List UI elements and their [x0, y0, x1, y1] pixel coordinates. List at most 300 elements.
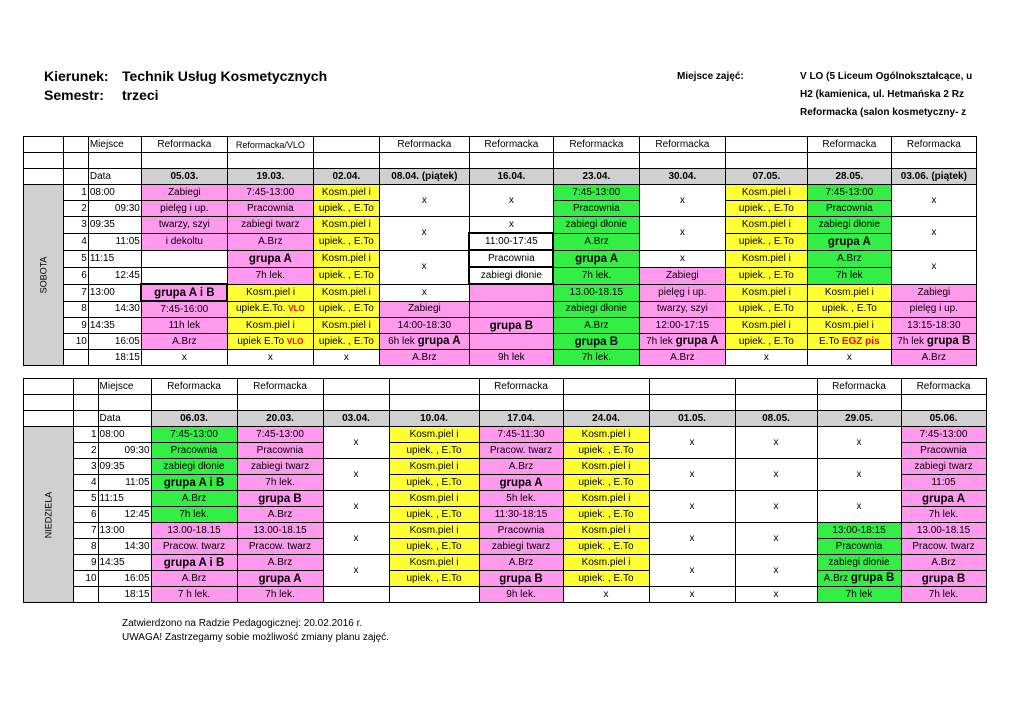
schedule-cell: 7:45-16:00 [141, 301, 227, 318]
lesson-number: 4 [73, 475, 98, 491]
schedule-cell [469, 334, 553, 350]
date-cell: 29.05. [817, 411, 901, 427]
date-cell: 08.05. [735, 411, 817, 427]
schedule-cell: x [649, 459, 735, 491]
lesson-number: 6 [73, 507, 98, 523]
schedule-cell: x [639, 250, 725, 267]
schedule-cell: Kosm.piel i [389, 555, 479, 571]
group-text: grupa A [675, 335, 719, 347]
date-cell: 28.05. [807, 169, 891, 185]
schedule-cell: upiek. , E.To [563, 539, 649, 555]
table-row [24, 523, 987, 539]
data-label: Data [88, 169, 141, 185]
schedule-cell: x [649, 523, 735, 555]
place-cell: Reformacka [469, 137, 553, 153]
lesson-number: 8 [63, 301, 88, 318]
schedule-cell [141, 250, 227, 267]
table-row [24, 334, 977, 350]
teacher-text: A.Brz [823, 573, 849, 584]
teacher-text: E.To [819, 335, 840, 347]
schedule-cell: Kosm.piel i [725, 318, 807, 334]
date-cell: 19.03. [227, 169, 313, 185]
date-cell: 05.06. [901, 411, 986, 427]
schedule-cell: 7h lek [817, 587, 901, 603]
schedule-cell: 7:45-13:00 [237, 427, 323, 443]
schedule-cell: grupa B [479, 571, 563, 587]
schedule-cell: x [735, 459, 817, 491]
schedule-cell: grupa A [227, 250, 313, 267]
miejsce-label: Miejsce [88, 137, 141, 153]
schedule-cell: upiek. , E.To [389, 539, 479, 555]
schedule-cell: Pracownia [469, 250, 553, 267]
lesson-number: 10 [73, 571, 98, 587]
place-cell: Reformacka [901, 379, 986, 395]
table-row [24, 284, 977, 301]
schedule-cell: A.Brz [553, 318, 639, 334]
schedule-cell: x [735, 491, 817, 523]
table-row [24, 267, 977, 284]
schedule-cell: x [323, 427, 389, 459]
place-cell: Reformacka [479, 379, 563, 395]
schedule-cell: 7h lek. [553, 267, 639, 284]
saturday-schedule-table [23, 136, 977, 366]
schedule-cell: 7h lek. [151, 507, 237, 523]
schedule-cell: upiek. , E.To [563, 507, 649, 523]
lesson-time: 14:35 [98, 555, 151, 571]
lesson-time: 11:15 [88, 250, 141, 267]
schedule-cell: A.Brz [807, 250, 891, 267]
place-cell: Reformacka [807, 137, 891, 153]
schedule-cell: zabiegi dłonie [817, 555, 901, 571]
place-cell: Reformacka [639, 137, 725, 153]
schedule-cell: x [817, 491, 901, 523]
schedule-cell: Kosm.piel i [227, 318, 313, 334]
schedule-cell: 7h lek [807, 267, 891, 284]
schedule-cell: 11:05 [901, 475, 986, 491]
lesson-number: 9 [73, 555, 98, 571]
schedule-cell: x [649, 491, 735, 523]
place-cell [563, 379, 649, 395]
schedule-cell: upiek. , E.To [389, 443, 479, 459]
schedule-cell: x [379, 284, 469, 301]
lesson-time: 09:30 [98, 443, 151, 459]
date-cell: 07.05. [725, 169, 807, 185]
schedule-cell: Pracow. twarz [479, 443, 563, 459]
lesson-time: 12:45 [98, 507, 151, 523]
schedule-cell: 13:15-18:30 [891, 318, 976, 334]
schedule-cell: Kosm.piel i [389, 459, 479, 475]
schedule-cell [389, 587, 479, 603]
lesson-number: 4 [63, 233, 88, 250]
schedule-cell: Pracownia [479, 523, 563, 539]
schedule-cell: Kosm.piel i [725, 250, 807, 267]
lesson-time: 12:45 [88, 267, 141, 284]
schedule-cell: grupa A [479, 475, 563, 491]
schedule-cell: 5h lek. [479, 491, 563, 507]
schedule-cell: x [817, 459, 901, 491]
schedule-cell: Kosm.piel i [563, 459, 649, 475]
date-cell: 05.03. [141, 169, 227, 185]
schedule-cell: A.Brz [237, 555, 323, 571]
schedule-cell: 7h lek. [553, 350, 639, 366]
lesson-number: 1 [63, 185, 88, 201]
schedule-cell: x [563, 587, 649, 603]
hours-text: 7h lek [897, 336, 925, 347]
schedule-cell: x [313, 350, 379, 366]
schedule-cell: A.Brz [237, 507, 323, 523]
schedule-cell: 7 h lek. [151, 587, 237, 603]
lesson-time: 14:30 [88, 301, 141, 318]
lesson-number: 10 [63, 334, 88, 350]
schedule-cell [323, 587, 389, 603]
schedule-cell: A.Brz [901, 555, 986, 571]
schedule-cell: x [639, 185, 725, 217]
date-cell: 08.04. (piątek) [379, 169, 469, 185]
exam-note: EGZ pis [841, 335, 880, 347]
schedule-cell: grupa A [237, 571, 323, 587]
schedule-cell: x [735, 427, 817, 459]
schedule-cell: x [469, 217, 553, 234]
schedule-cell: Kosm.piel i [807, 318, 891, 334]
schedule-cell: Pracownia [151, 443, 237, 459]
place-cell [313, 137, 379, 153]
schedule-cell: 11h lek [141, 318, 227, 334]
schedule-cell: Pracownia [807, 201, 891, 217]
lesson-time: 08:00 [88, 185, 141, 201]
schedule-cell: grupa A [553, 250, 639, 267]
schedule-cell: zabiegi twarz [901, 459, 986, 475]
table-row [24, 350, 977, 366]
schedule-cell: 9h lek. [479, 587, 563, 603]
schedule-cell: upiek. , E.To [389, 475, 479, 491]
place-cell [389, 379, 479, 395]
schedule-cell: A.Brz [479, 459, 563, 475]
miejsce-zajec-label: Miejsce zajęć: [677, 71, 744, 82]
schedule-cell: 9h lek [469, 350, 553, 366]
lesson-time: 11:05 [88, 233, 141, 250]
schedule-cell: A.Brz [553, 233, 639, 250]
lesson-number: 5 [63, 250, 88, 267]
table-row [24, 571, 987, 587]
schedule-cell: Kosm.piel i [725, 284, 807, 301]
date-cell: 23.04. [553, 169, 639, 185]
schedule-cell: Zabiegi [141, 185, 227, 201]
lesson-number: 6 [63, 267, 88, 284]
schedule-cell: x [379, 250, 469, 284]
date-cell: 24.04. [563, 411, 649, 427]
schedule-cell: x [649, 427, 735, 459]
schedule-cell: Zabiegi [891, 284, 976, 301]
table-row [24, 217, 977, 234]
date-cell: 30.04. [639, 169, 725, 185]
schedule-cell: pielęg i up. [639, 284, 725, 301]
schedule-cell [807, 334, 891, 350]
table-row [24, 301, 977, 318]
schedule-cell: Pracow. twarz [901, 539, 986, 555]
group-text: grupa B [926, 335, 971, 347]
schedule-cell: upiek. , E.To [313, 267, 379, 284]
schedule-cell: 7h lek. [901, 507, 986, 523]
schedule-cell: zabiegi dłonie [469, 267, 553, 284]
schedule-cell: 13.00-18.15 [237, 523, 323, 539]
schedule-cell: Kosm.piel i [313, 185, 379, 201]
schedule-cell: 11:30-18:15 [479, 507, 563, 523]
schedule-cell: grupa A [807, 233, 891, 250]
schedule-cell: grupa A [901, 491, 986, 507]
date-cell: 06.03. [151, 411, 237, 427]
schedule-cell: upiek. , E.To [313, 233, 379, 250]
schedule-cell: x [735, 555, 817, 587]
schedule-cell: x [891, 250, 976, 284]
schedule-cell: x [323, 491, 389, 523]
schedule-cell: Kosm.piel i [725, 217, 807, 234]
places-row [24, 137, 977, 153]
schedule-cell: twarzy, szyi [141, 217, 227, 234]
lesson-time: 11:05 [98, 475, 151, 491]
schedule-cell: grupa B [553, 334, 639, 350]
schedule-cell [227, 301, 313, 318]
lesson-number: 8 [73, 539, 98, 555]
schedule-cell: upiek. , E.To [389, 507, 479, 523]
schedule-cell: 7h lek. [227, 267, 313, 284]
lesson-time: 16:05 [98, 571, 151, 587]
schedule-cell: upiek. , E.To [563, 443, 649, 459]
schedule-cell: Kosm.piel i [313, 217, 379, 234]
places-row [24, 379, 987, 395]
schedule-cell: upiek. , E.To [563, 475, 649, 491]
table-row [24, 318, 977, 334]
schedule-cell: Pracow. twarz [151, 539, 237, 555]
place-cell: Reformacka/VLO [227, 137, 313, 153]
schedule-cell: zabiegi twarz [479, 539, 563, 555]
place-cell [735, 379, 817, 395]
schedule-cell: x [379, 217, 469, 251]
schedule-cell: upiek. , E.To [725, 267, 807, 284]
hours-text: 7h lek [646, 336, 673, 347]
schedule-cell: Zabiegi [379, 301, 469, 318]
schedule-cell: 11:00-17:45 [469, 233, 553, 250]
schedule-cell: x [891, 217, 976, 251]
lesson-time: 13:00 [98, 523, 151, 539]
schedule-cell: Kosm.piel i [227, 284, 313, 301]
schedule-cell: x [735, 523, 817, 555]
schedule-cell: Kosm.piel i [563, 555, 649, 571]
location-line-2: H2 (kamienica, ul. Hetmańska 2 Rz [800, 89, 964, 100]
schedule-cell: Pracow. twarz [237, 539, 323, 555]
schedule-cell: zabiegi twarz [227, 217, 313, 234]
warning-note: UWAGA! Zastrzegamy sobie możliwość zmiany planu zajęć. [122, 632, 389, 643]
kierunek-label: Kierunek: [44, 68, 109, 84]
table-row [24, 250, 977, 267]
lesson-time: 09:35 [98, 459, 151, 475]
dates-row [24, 169, 977, 185]
schedule-cell: upiek. , E.To [725, 301, 807, 318]
schedule-cell: x [141, 350, 227, 366]
table-row [24, 539, 987, 555]
lesson-number: 9 [63, 318, 88, 334]
schedule-cell: Pracownia [901, 443, 986, 459]
schedule-cell: Kosm.piel i [725, 185, 807, 201]
table-row [24, 427, 987, 443]
schedule-cell [469, 284, 553, 301]
schedule-cell: 7:45-13:00 [807, 185, 891, 201]
schedule-cell: A.Brz [379, 350, 469, 366]
schedule-cell: x [725, 350, 807, 366]
date-cell: 02.04. [313, 169, 379, 185]
schedule-cell: x [891, 185, 976, 217]
schedule-cell [469, 301, 553, 318]
schedule-cell: grupa A i B [141, 284, 227, 301]
dates-row [24, 411, 987, 427]
schedule-cell: 13:00-18:15 [817, 523, 901, 539]
place-cell [725, 137, 807, 153]
schedule-cell: Pracownia [227, 201, 313, 217]
schedule-cell: Pracownia [553, 201, 639, 217]
lesson-time: 18:15 [88, 350, 141, 366]
schedule-cell [891, 334, 976, 350]
lesson-number: 7 [63, 284, 88, 301]
schedule-cell: 13.00-18.15 [151, 523, 237, 539]
miejsce-label: Miejsce [98, 379, 151, 395]
place-cell [323, 379, 389, 395]
schedule-cell: zabiegi dłonie [553, 301, 639, 318]
schedule-cell: pielęg i up. [891, 301, 976, 318]
lesson-time: 18:15 [98, 587, 151, 603]
hours-text: 6h lek [388, 336, 415, 347]
schedule-cell: 7:45-13:00 [227, 185, 313, 201]
table-row [24, 555, 987, 571]
schedule-cell: grupa B [469, 318, 553, 334]
place-cell: Reformacka [553, 137, 639, 153]
schedule-cell: Zabiegi [639, 267, 725, 284]
schedule-cell: upiek. , E.To [313, 334, 379, 350]
schedule-cell: zabiegi dłonie [151, 459, 237, 475]
schedule-cell: 7h lek. [237, 587, 323, 603]
table-row [24, 587, 987, 603]
schedule-cell: A.Brz [151, 571, 237, 587]
lesson-number: 3 [63, 217, 88, 234]
schedule-cell: x [639, 217, 725, 251]
date-cell: 03.04. [323, 411, 389, 427]
place-cell: Reformacka [379, 137, 469, 153]
teacher-text: upiek E.To [237, 335, 285, 347]
schedule-cell: upiek. , E.To [807, 301, 891, 318]
schedule-cell [141, 267, 227, 284]
date-cell: 01.05. [649, 411, 735, 427]
schedule-cell: grupa A i B [151, 475, 237, 491]
schedule-cell: x [817, 427, 901, 459]
schedule-cell: x [323, 459, 389, 491]
schedule-cell: A.Brz [141, 334, 227, 350]
lesson-time: 14:35 [88, 318, 141, 334]
schedule-cell: 13.00-18.15 [901, 523, 986, 539]
schedule-cell: Kosm.piel i [563, 523, 649, 539]
place-cell: Reformacka [237, 379, 323, 395]
group-text: grupa A [417, 335, 461, 347]
table-row [24, 233, 977, 250]
lesson-time: 09:35 [88, 217, 141, 234]
schedule-cell: Kosm.piel i [389, 427, 479, 443]
schedule-cell: 7:45-13:00 [553, 185, 639, 201]
schedule-cell: Pracownia [237, 443, 323, 459]
vlo-note: VLO [286, 336, 304, 346]
day-label-sunday: NIEDZIELA [24, 427, 74, 603]
schedule-cell: A.Brz [227, 233, 313, 250]
schedule-cell: grupa B [901, 571, 986, 587]
date-cell: 20.03. [237, 411, 323, 427]
lesson-number: 2 [73, 443, 98, 459]
schedule-cell [227, 334, 313, 350]
schedule-cell: x [379, 185, 469, 217]
place-cell: Reformacka [141, 137, 227, 153]
schedule-cell: 14:00-18:30 [379, 318, 469, 334]
location-line-3: Reformacka (salon kosmetyczny- z [800, 107, 967, 118]
schedule-cell: A.Brz [479, 555, 563, 571]
place-cell: Reformacka [891, 137, 976, 153]
schedule-cell: upiek. , E.To [313, 301, 379, 318]
schedule-cell: Kosm.piel i [389, 491, 479, 507]
table-row [24, 491, 987, 507]
schedule-cell: x [469, 185, 553, 217]
place-cell: Reformacka [817, 379, 901, 395]
table-row [24, 185, 977, 201]
date-cell: 10.04. [389, 411, 479, 427]
data-label: Data [98, 411, 151, 427]
schedule-cell: upiek. , E.To [389, 571, 479, 587]
schedule-cell: A.Brz [639, 350, 725, 366]
schedule-cell: 7:45-11:30 [479, 427, 563, 443]
lesson-number [63, 350, 88, 366]
lesson-time: 14:30 [98, 539, 151, 555]
place-cell: Reformacka [151, 379, 237, 395]
lesson-time: 09:30 [88, 201, 141, 217]
schedule-cell: 7h lek. [237, 475, 323, 491]
schedule-cell: Kosm.piel i [563, 491, 649, 507]
lesson-number: 1 [73, 427, 98, 443]
date-cell: 03.06. (piątek) [891, 169, 976, 185]
date-cell: 17.04. [479, 411, 563, 427]
lesson-time: 11:15 [98, 491, 151, 507]
schedule-cell: 7:45-13:00 [901, 427, 986, 443]
schedule-cell: Kosm.piel i [313, 318, 379, 334]
schedule-cell: x [735, 587, 817, 603]
schedule-cell [379, 334, 469, 350]
day-label-saturday: SOBOTA [24, 185, 64, 366]
schedule-cell: 7:45-13:00 [151, 427, 237, 443]
schedule-cell [817, 571, 901, 587]
schedule-cell: Kosm.piel i [563, 427, 649, 443]
lesson-number: 2 [63, 201, 88, 217]
schedule-cell: x [807, 350, 891, 366]
schedule-cell: upiek. , E.To [563, 571, 649, 587]
schedule-cell: pielęg i up. [141, 201, 227, 217]
lesson-number: 5 [73, 491, 98, 507]
schedule-cell: 7h lek. [901, 587, 986, 603]
teacher-text: upiek.E.To. [235, 303, 286, 315]
group-text: grupa B [850, 572, 895, 584]
schedule-cell: x [649, 587, 735, 603]
kierunek-value: Technik Usług Kosmetycznych [122, 68, 328, 84]
schedule-cell: zabiegi dłonie [807, 217, 891, 234]
location-line-1: V LO (5 Liceum Ogólnokształcące, u [800, 71, 973, 82]
schedule-cell: Kosm.piel i [313, 284, 379, 301]
schedule-cell: i dekoltu [141, 233, 227, 250]
schedule-cell: Pracownia [817, 539, 901, 555]
schedule-cell: upiek. , E.To [725, 201, 807, 217]
date-cell: 16.04. [469, 169, 553, 185]
schedule-cell: Kosm.piel i [389, 523, 479, 539]
approval-note: Zatwierdzono na Radzie Pedagogicznej: 20.02.2016 r. [122, 618, 363, 629]
